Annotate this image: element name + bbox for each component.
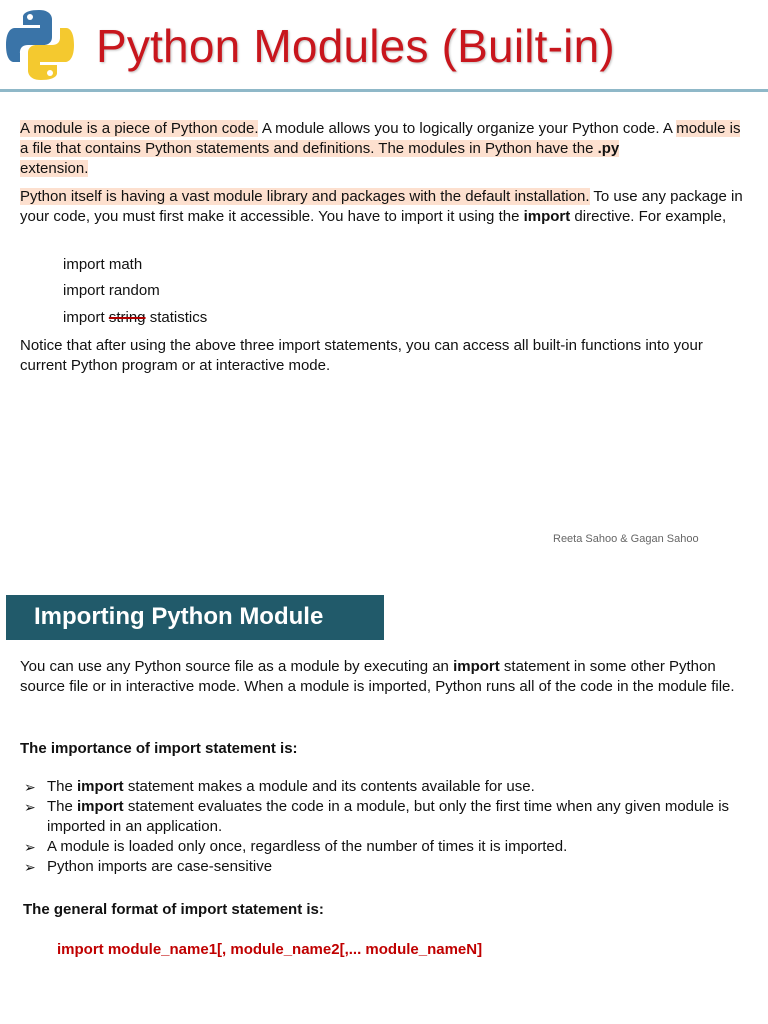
bold-text: .py <box>597 140 620 157</box>
importance-heading: The importance of import statement is: <box>20 740 298 757</box>
body-text: A module allows you to logically organize your Python code. A <box>258 120 677 137</box>
list-item: ➢ The import statement makes a module and its contents available for use. <box>24 778 535 795</box>
arrow-bullet-icon: ➢ <box>24 839 36 855</box>
list-item: ➢ Python imports are case-sensitive <box>24 858 273 875</box>
correction-text: statistics <box>149 309 208 326</box>
bold-text: import <box>453 658 500 675</box>
example-import-statistics <box>63 308 207 328</box>
highlight-text: Python itself is having a vast module library and packages with the default installation. <box>20 188 590 205</box>
page-header <box>0 0 768 92</box>
section-title: Importing Python Module <box>34 603 324 630</box>
section-paragraph <box>20 657 745 697</box>
intro-paragraph-1 <box>20 119 745 179</box>
body-text: You can use any Python source file as a module by executing an <box>20 658 454 675</box>
section-header <box>6 595 384 640</box>
highlight-text: A module is a piece of Python code. <box>20 120 259 137</box>
body-text: statement in some other Python source file or in interactive mode. When a module is imported, Python runs all of the code in the module file. <box>20 658 735 695</box>
notice-paragraph: Notice that after using the above three import statements, you can access all built-in functions into your current Python program or at interactive mode. <box>20 337 703 374</box>
struck-text: string <box>108 309 146 326</box>
format-heading: The general format of import statement is: <box>23 901 324 918</box>
import-keyword: import <box>63 309 109 326</box>
header-divider <box>0 89 768 92</box>
body-text: directive. For example, <box>570 208 727 225</box>
author-credit: Reeta Sahoo & Gagan Sahoo <box>553 533 699 545</box>
intro-paragraph-2 <box>20 187 745 227</box>
bold-text: import <box>523 208 571 225</box>
syntax-example: import module_name1[, module_name2[,... module_nameN] <box>57 941 483 958</box>
arrow-bullet-icon: ➢ <box>24 859 36 875</box>
arrow-bullet-icon: ➢ <box>24 779 36 795</box>
example-import-random: import random <box>63 282 160 299</box>
importance-list <box>20 777 740 877</box>
highlight-text: extension. <box>20 160 89 177</box>
page-title: Python Modules (Built-in) <box>96 20 615 72</box>
list-item: ➢ A module is loaded only once, regardless of the number of times it is imported. <box>24 838 568 855</box>
arrow-bullet-icon: ➢ <box>24 799 36 815</box>
python-logo-icon <box>4 8 76 82</box>
body-text: To use any package in your code, you must first make it accessible. You have to import it using the <box>20 188 743 225</box>
list-item: ➢ The import statement evaluates the code in a module, but only the first time when any given module is imported in an application. <box>24 798 730 835</box>
highlight-text: module is a file that contains Python statements and definitions. The modules in Python have the <box>20 120 741 157</box>
example-import-math: import math <box>63 256 143 273</box>
